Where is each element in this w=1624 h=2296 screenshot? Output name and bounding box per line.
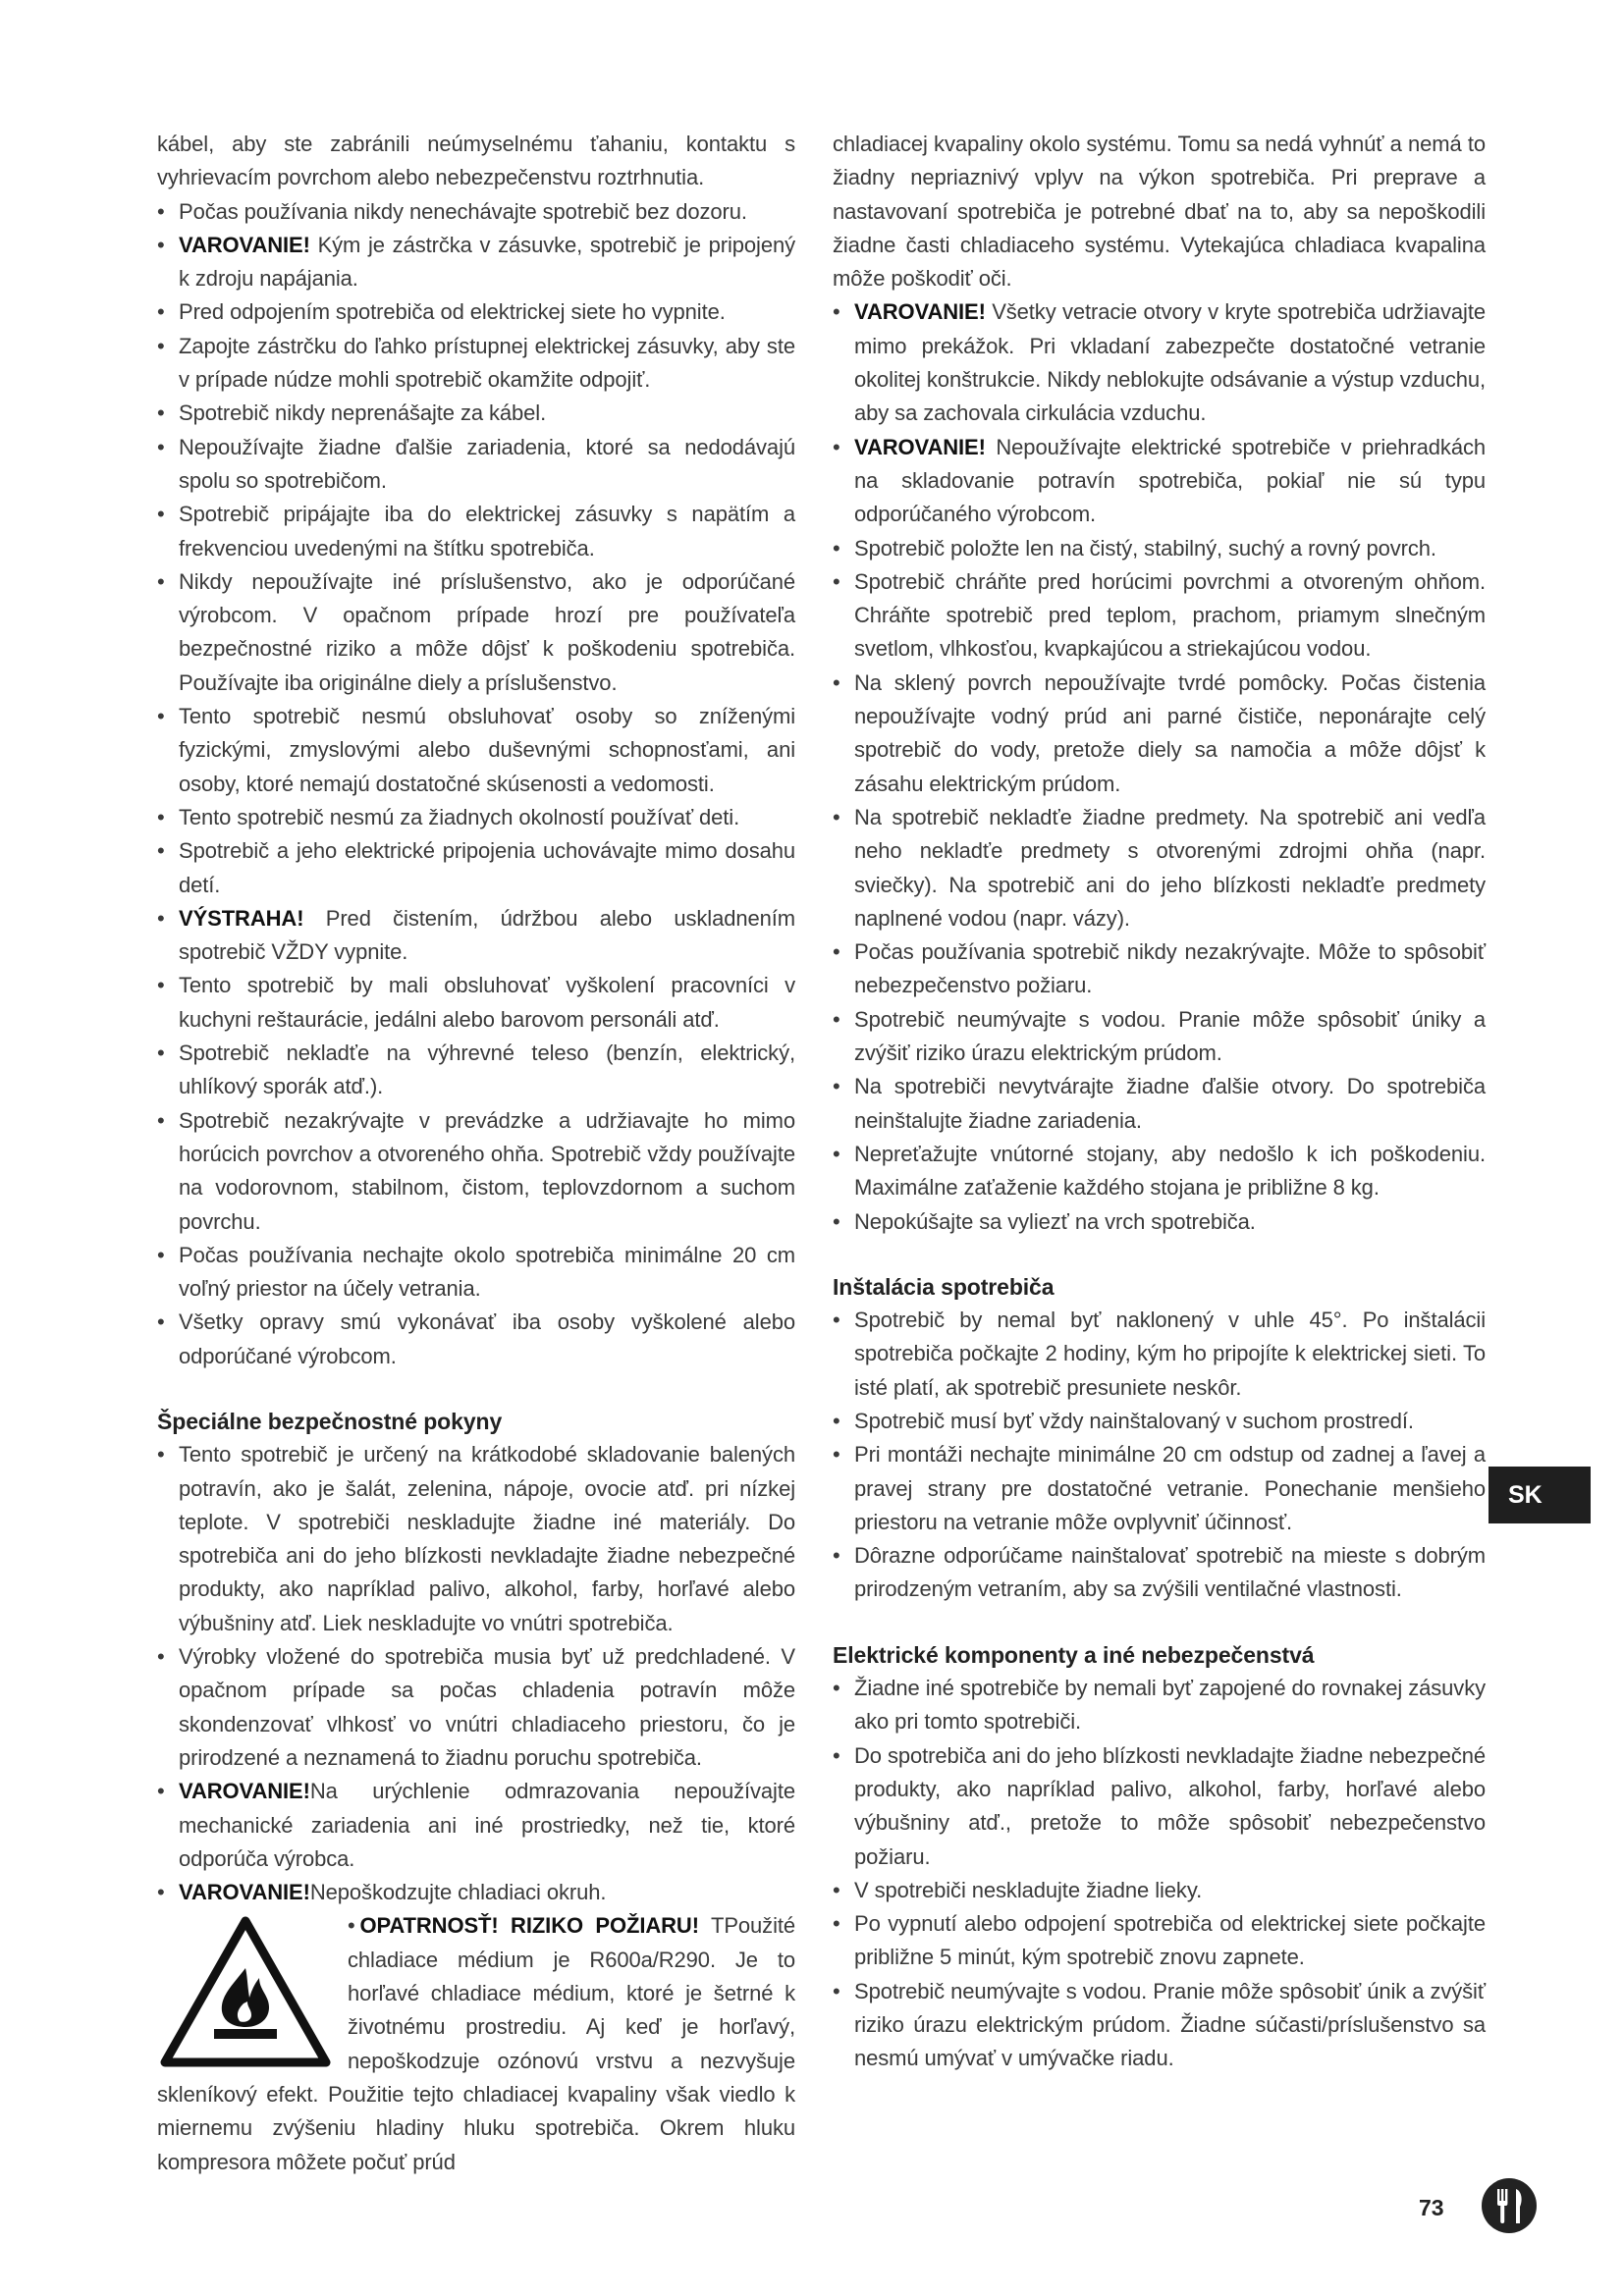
list-item: • Na sklený povrch nepoužívajte tvrdé pomôcky. Počas čistenia nepoužívajte vodný prúd ani parné čističe, neponárajte celý spotrebič do vody, pretože diely sa namočia a môže dôjsť k zásahu elektrickým prúdom. bbox=[833, 669, 1486, 796]
fire-risk-item bbox=[157, 1909, 795, 2178]
list-item: • VAROVANIE!Nepoškodzujte chladiaci okruh. bbox=[157, 1880, 607, 1905]
list-item: • Všetky opravy smú vykonávať iba osoby vyškolené alebo odporúčané výrobcom. bbox=[157, 1309, 795, 1368]
list-item: • Počas používania spotrebič nikdy nezakrývajte. Môže to spôsobiť nebezpečenstvo požiaru. bbox=[833, 939, 1486, 998]
section-heading: Elektrické komponenty a iné nebezpečenstvá bbox=[833, 1641, 1315, 1668]
list-item: • Dôrazne odporúčame nainštalovať spotrebič na mieste s dobrým prirodzeným vetraním, aby sa zvýšili ventilačné vlastnosti. bbox=[833, 1543, 1486, 1602]
list-item: • Tento spotrebič by mali obsluhovať vyškolení pracovníci v kuchyni reštaurácie, jedálni alebo barovom personáli atď. bbox=[157, 973, 795, 1032]
list-item: • VAROVANIE! Nepoužívajte elektrické spotrebiče v priehradkách na skladovanie potravín spotrebiča, pokiaľ nie sú typu odporúčaného výrobcom. bbox=[833, 434, 1486, 527]
list-item: • Zapojte zástrčku do ľahko prístupnej elektrickej zásuvky, aby ste v prípade núdze mohli spotrebič okamžite odpojiť. bbox=[157, 333, 795, 393]
list-item: • Spotrebič nikdy neprenášajte za kábel. bbox=[157, 400, 547, 426]
warning-label: VAROVANIE! bbox=[854, 434, 986, 459]
list-item: • Do spotrebiča ani do jeho blízkosti nevkladajte žiadne nebezpečné produkty, ako napríklad palivo, alkohol, farby, horľavé alebo výbušniny atď., pretože to môže spôsobiť nebezpečenstvo požiaru. bbox=[833, 1742, 1486, 1869]
list-item: • Nepreťažujte vnútorné stojany, aby nedošlo k ich poškodeniu. Maximálne zaťaženie každého stojana je približne 8 kg. bbox=[833, 1141, 1486, 1201]
list-item: • Pri montáži nechajte minimálne 20 cm odstup od zadnej a ľavej a pravej strany pre dostatočné vetranie. Ponechanie menšieho priestoru na vetranie môže ovplyvniť účinnosť. bbox=[833, 1442, 1486, 1534]
warning-label: VAROVANIE! bbox=[854, 299, 986, 325]
list-item: • VAROVANIE!Na urýchlenie odmrazovania nepoužívajte mechanické zariadenia ani iné prostriedky, než tie, ktoré odporúča výrobca. bbox=[157, 1779, 795, 1871]
list-item: • V spotrebiči neskladujte žiadne lieky. bbox=[833, 1877, 1203, 1902]
list-item: • OPATRNOSŤ! RIZIKO POŽIARU! TPoužité chladiace médium je R600a/R290. Je to horľavé chladiace médium, ktoré je šetrné k životnému prostrediu. Aj keď je horľavý, nepoškodzuje ozónovú vrstvu a nezvyšuje skleníkový efekt. Použitie tejto chladiacej kvapaliny však viedlo k miernemu zvýšeniu hladiny hluku spotrebiča. Okrem hluku kompresora môžete počuť prúd bbox=[157, 1913, 796, 2174]
warning-label: VAROVANIE! bbox=[179, 1880, 310, 1905]
section-heading: Inštalácia spotrebiča bbox=[833, 1273, 1055, 1300]
list-item: • Žiadne iné spotrebiče by nemali byť zapojené do rovnakej zásuvky ako pri tomto spotrebiči. bbox=[833, 1676, 1486, 1735]
flammable-warning-icon bbox=[157, 1913, 334, 2070]
list-item: • Tento spotrebič nesmú obsluhovať osoby so zníženými fyzickými, zmyslovými alebo duševnými schopnosťami, ani osoby, ktoré nemajú dostatočné skúsenosti a vedomosti. bbox=[157, 704, 795, 796]
list-item: • Spotrebič položte len na čistý, stabilný, suchý a rovný povrch. bbox=[833, 535, 1436, 561]
list-item: • Výrobky vložené do spotrebiča musia byť už predchladené. V opačnom prípade sa počas chladenia potravín môže skondenzovať vlhkosť vo vnútri chladiaceho priestoru, čo je prirodzené a neznamená to žiadnu poruchu spotrebiča. bbox=[157, 1644, 795, 1770]
right-column bbox=[833, 128, 1486, 2076]
warning-label: VÝSTRAHA! bbox=[179, 905, 304, 931]
warning-label: VAROVANIE! bbox=[179, 232, 310, 257]
warning-label: OPATRNOSŤ! RIZIKO POŽIARU! bbox=[359, 1913, 699, 1939]
list-item: • Nepokúšajte sa vyliezť na vrch spotrebiča. bbox=[833, 1208, 1256, 1234]
list-item: • Nikdy nepoužívajte iné príslušenstvo, ako je odporúčané výrobcom. V opačnom prípade hrozí pre používateľa bezpečnostné riziko a môže dôjsť k poškodeniu spotrebiča. Používajte iba originálne diely a príslušenstvo. bbox=[157, 568, 795, 695]
list-item: • Počas používania nechajte okolo spotrebiča minimálne 20 cm voľný priestor na účely vetrania. bbox=[157, 1242, 795, 1302]
list-item: • Spotrebič a jeho elektrické pripojenia uchovávajte mimo dosahu detí. bbox=[157, 838, 795, 897]
list-item: • Na spotrebiči nevytvárajte žiadne ďalšie otvory. Do spotrebiča neinštalujte žiadne zariadenia. bbox=[833, 1074, 1486, 1133]
page-number: 73 bbox=[1419, 2195, 1444, 2220]
list-item: • Spotrebič neumývajte s vodou. Pranie môže spôsobiť únik a zvýšiť riziko úrazu elektrickým prúdom. Žiadne súčasti/príslušenstvo sa nesmú umývať v umývačke riadu. bbox=[833, 1978, 1486, 2071]
left-column bbox=[157, 128, 795, 2179]
cutlery-logo-icon bbox=[1481, 2177, 1538, 2234]
list-item: • VÝSTRAHA! Pred čistením, údržbou alebo uskladnením spotrebič VŽDY vypnite. bbox=[157, 905, 795, 965]
list-item: • Spotrebič neumývajte s vodou. Pranie môže spôsobiť úniky a zvýšiť riziko úrazu elektrickým prúdom. bbox=[833, 1006, 1486, 1066]
list-item: • Pred odpojením spotrebiča od elektrickej siete ho vypnite. bbox=[157, 299, 726, 325]
list-item: • Po vypnutí alebo odpojení spotrebiča od elektrickej siete počkajte približne 5 minút, kým spotrebič znovu zapnete. bbox=[833, 1911, 1486, 1970]
paragraph: chladiacej kvapaliny okolo systému. Tomu sa nedá vyhnúť a nemá to žiadny nepriaznivý vplyv na výkon spotrebiča. Pri preprave a nastavovaní spotrebiča je potrebné dbať na to, aby sa nepoškodili žiadne časti chladiaceho systému. Vytekajúca chladiaca kvapalina môže poškodiť oči. bbox=[833, 132, 1486, 292]
list-item: • Nepoužívajte žiadne ďalšie zariadenia, ktoré sa nedodávajú spolu so spotrebičom. bbox=[157, 434, 795, 493]
list-item: • Spotrebič pripájajte iba do elektrickej zásuvky s napätím a frekvenciou uvedenými na štítku spotrebiča. bbox=[157, 502, 795, 561]
list-item: • Počas používania nikdy nenechávajte spotrebič bez dozoru. bbox=[157, 198, 747, 224]
list-item: • Spotrebič nezakrývajte v prevádzke a udržiavajte ho mimo horúcich povrchov a otvoreného ohňa. Spotrebič vždy používajte na vodorovnom, stabilnom, čistom, teplovzdornom a suchom povrchu. bbox=[157, 1107, 795, 1234]
list-item: • Na spotrebič nekladťe žiadne predmety. Na spotrebič ani vedľa neho nekladťe predmety s otvorenými zdrojmi ohňa (napr. sviečky). Na spotrebič ani do jeho blízkosti nekladťe predmety naplnené vodou (napr. vázy). bbox=[833, 804, 1486, 931]
list-item: • Spotrebič by nemal byť naklonený v uhle 45°. Po inštalácii spotrebiča počkajte 2 hodiny, kým ho pripojíte k elektrickej sieti. To isté platí, ak spotrebič presuniete neskôr. bbox=[833, 1308, 1486, 1400]
section-heading: Špeciálne bezpečnostné pokyny bbox=[157, 1408, 503, 1434]
warning-label: VAROVANIE! bbox=[179, 1779, 310, 1804]
list-item: • VAROVANIE! Všetky vetracie otvory v kryte spotrebiča udržiavajte mimo prekážok. Pri vkladaní zabezpečte dostatočné vetranie okolitej konštrukcie. Nikdy neblokujte odsávanie a výstup vzduchu, aby sa zachovala cirkulácia vzduchu. bbox=[833, 299, 1486, 426]
list-item: • Spotrebič chráňte pred horúcimi povrchmi a otvoreným ohňom. Chráňte spotrebič pred teplom, prachom, priamym slnečným svetlom, vlhkosťou, kvapkajúcou a striekajúcou vodou. bbox=[833, 568, 1486, 662]
list-item: • Spotrebič musí byť vždy nainštalovaný v suchom prostredí. bbox=[833, 1408, 1414, 1433]
list-item: • VAROVANIE! Kým je zástrčka v zásuvke, spotrebič je pripojený k zdroju napájania. bbox=[157, 232, 795, 292]
paragraph: kábel, aby ste zabránili neúmyselnému ťahaniu, kontaktu s vyhrievacím povrchom alebo nebezpečenstvu roztrhnutia. bbox=[157, 132, 795, 190]
list-item: • Tento spotrebič nesmú za žiadnych okolností používať deti. bbox=[157, 804, 740, 829]
list-item: • Spotrebič nekladťe na výhrevné teleso (benzín, elektrický, uhlíkový sporák atď.). bbox=[157, 1041, 795, 1099]
language-tab: SK bbox=[1489, 1467, 1591, 1523]
list-item: • Tento spotrebič je určený na krátkodobé skladovanie balených potravín, ako je šalát, zelenina, nápoje, ovocie atď. pri nízkej teplote. V spotrebiči neskladujte žiadne iné materiály. Do spotrebiča ani do jeho blízkosti nevkladajte žiadne nebezpečné produkty, ako napríklad palivo, alkohol, farby, horľavé alebo výbušniny atď. Liek neskladujte vo vnútri spotrebiča. bbox=[157, 1442, 795, 1635]
